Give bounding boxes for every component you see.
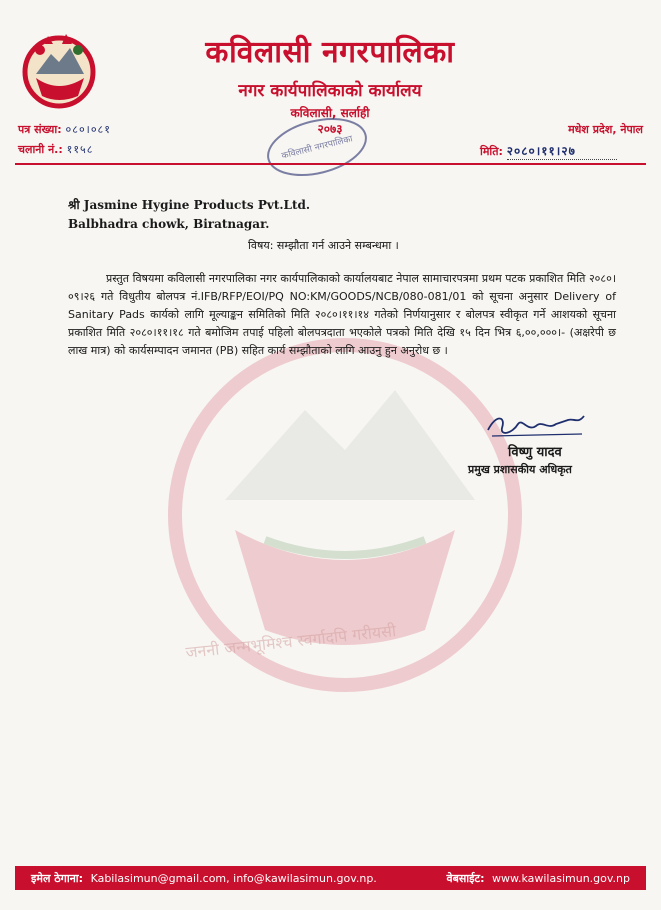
province-label: मधेश प्रदेश, नेपाल	[568, 123, 643, 136]
recipient-block	[68, 196, 310, 234]
stamp-text: कविलासी नगरपालिका	[280, 134, 354, 162]
header-divider	[15, 163, 646, 165]
email-value[interactable]: Kabilasimun@gmail.com, info@kawilasimun.gov.np.	[90, 871, 377, 885]
municipality-logo-icon	[18, 30, 100, 110]
letter-date	[480, 142, 617, 160]
dispatch-value: ११५८	[66, 143, 94, 156]
dispatch-number	[18, 142, 94, 157]
recipient-address: Balbhadra chowk, Biratnagar.	[68, 217, 270, 231]
dispatch-label: चलानी नं.:	[18, 143, 63, 156]
signature-image	[482, 410, 592, 442]
email-label: इमेल ठेगाना:	[31, 871, 84, 885]
office-name: नगर कार्यपालिकाको कार्यालय	[238, 81, 422, 101]
date-value: २०८०।११।२७	[507, 142, 617, 160]
established-year: २०७३	[317, 122, 343, 136]
office-address: कविलासी, सर्लाही	[290, 106, 370, 120]
subject-line: विषय: सम्झौता गर्न आउने सम्बन्धमा ।	[248, 239, 399, 252]
org-name: कविलासी नगरपालिका	[205, 35, 455, 70]
signatory-name: विष्णु यादव	[508, 445, 562, 460]
website-label: वेबसाईट:	[446, 871, 485, 885]
ref-value: ०८०।०८१	[65, 123, 111, 136]
footer-contact-bar	[15, 866, 646, 890]
website-value[interactable]: www.kawilasimun.gov.np	[491, 871, 630, 885]
signatory-title: प्रमुख प्रशासकीय अधिकृत	[468, 463, 572, 476]
dispatch-stamp	[262, 116, 372, 178]
watermark-motto: जननी जन्मभूमिश्च स्वर्गादपि गरीयसी	[184, 620, 397, 662]
recipient-name: श्री Jasmine Hygine Products Pvt.Ltd.	[68, 198, 311, 212]
footer-website	[446, 871, 630, 886]
letter-body: प्रस्तुत विषयमा कविलासी नगरपालिका नगर कार्यपालिकाको कार्यालयबाट नेपाल सामाचारपत्रमा प्रथम पटक प्रकाशित मिति २०८०।०९।२६ गते विधुतीय बोलपत्र नं.IFB/RFP/EOI/PQ NO:KM/GOODS/NCB/080-081/01 को सूचना अनुसार Delivery of Sanitary Pads कार्यको लागि मूल्याङ्कन समितिको मिति २०८०।११।१४ गतेको निर्णयानुसार र बोलपत्र स्वीकृत गर्ने आशयको सूचना प्रकाशित मिति २०८०।११।१८ गते बमोजिम तपाई पहिलो बोलपत्रदाता भएकोले पत्रको मिति देखि १५ दिन भित्र ६,००,०००।- (अक्षरेपी छ लाख मात्र) को कार्यसम्पादन जमानत (PB) सहित कार्य सम्झौताको लागि आउनु हुन अनुरोध छ ।	[68, 272, 616, 357]
ref-label: पत्र संख्या:	[18, 123, 62, 136]
ref-number	[18, 122, 111, 137]
footer-email	[31, 871, 377, 886]
date-label: मिति:	[480, 145, 503, 158]
